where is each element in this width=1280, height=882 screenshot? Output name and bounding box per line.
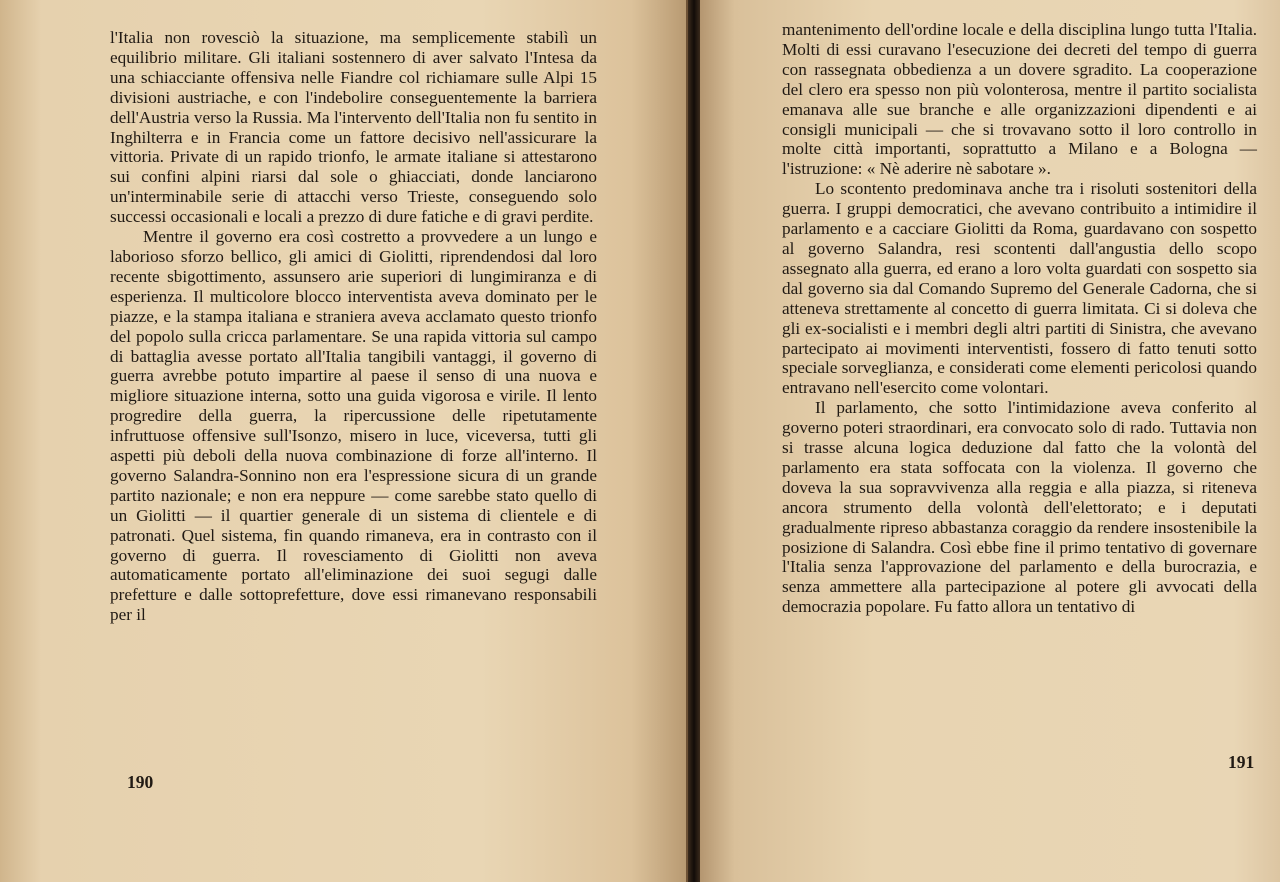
- paragraph: Lo scontento predominava anche tra i risoluti sostenitori della guerra. I gruppi democratici, che avevano contribuito a intimidire il parlamento e a cacciare Giolitti da Roma, guardavano con sospetto al governo Salandra, resi scontenti dall'angustia dello scopo assegnato alla guerra, ed erano a loro volta guardati con sospetto sia dal governo sia dal Comando Supremo del Generale Cadorna, che si atteneva strettamente al concetto di guerra limitata. Ci si doleva che gli ex-socialisti e i membri degli altri partiti di Sinistra, che avevano partecipato ai movimenti interventisti, fossero di fatto tenuti sotto speciale sorveglianza, e considerati come elementi pericolosi quando entravano nell'esercito come volontari.: [782, 179, 1257, 398]
- paragraph: l'Italia non rovesciò la situazione, ma semplicemente stabilì un equilibrio militare. Gli italiani sostennero di aver salvato l'Intesa da una schiacciante offensiva nelle Fiandre col richiamare sulle Alpi 15 divisioni austriache, e con l'indebolire conseguentemente la barriera dell'Austria verso la Russia. Ma l'intervento dell'Italia non fu sentito in Inghilterra e in Francia come un fattore decisivo nell'assicurare la vittoria. Private di un rapido trionfo, le armate italiane si attestarono sui confini alpini riarsi dal sole o ghiacciati, donde lanciarono un'interminabile serie di attacchi verso Trieste, conseguendo solo successi occasionali e locali a prezzo di dure fatiche e di gravi perdite.: [110, 28, 597, 227]
- paragraph: mantenimento dell'ordine locale e della disciplina lungo tutta l'Italia. Molti di essi curavano l'esecuzione dei decreti del tempo di guerra con rassegnata obbedienza a un dovere sgradito. La cooperazione del clero era spesso non più volonterosa, mentre il partito socialista emanava alle sue branche e alle organizzazioni dipendenti e ai consigli municipali — che si trovavano sotto il loro controllo in molte città importanti, soprattutto a Milano e a Bologna — l'istruzione: « Nè aderire nè sabotare ».: [782, 20, 1257, 179]
- book-gutter: [688, 0, 700, 882]
- left-page-text: [110, 28, 597, 625]
- page-number: 191: [1228, 752, 1255, 772]
- right-page: [700, 0, 1280, 882]
- right-page-text: [782, 20, 1257, 617]
- paragraph: Il parlamento, che sotto l'intimidazione aveva conferito al governo poteri straordinari, era convocato solo di rado. Tuttavia non si trasse alcuna logica deduzione dal fatto che la volontà del parlamento era stata soffocata con la violenza. Il governo che doveva la sua sopravvivenza alla reggia e alla piazza, si riteneva ancora strumento della volontà dell'elettorato; e i deputati gradualmente ripreso abbastanza coraggio da rendere insostenibile la posizione di Salandra. Così ebbe fine il primo tentativo di governare l'Italia senza l'approvazione del parlamento e della burocrazia, e senza ammettere alla partecipazione al potere gli avvocati della democrazia popolare. Fu fatto allora un tentativo di: [782, 398, 1257, 617]
- paragraph: Mentre il governo era così costretto a provvedere a un lungo e laborioso sforzo bellico, gli amici di Giolitti, riprendendosi dal loro recente sbigottimento, assunsero arie superiori di lungimiranza e di esperienza. Il multicolore blocco interventista aveva dominato per le piazze, e la stampa italiana e straniera aveva acclamato questo trionfo del popolo sulla cricca parlamentare. Se una rapida vittoria sul campo di battaglia avesse portato all'Italia tangibili vantaggi, il governo di guerra avrebbe potuto impartire al paese il senso di una nuova e migliore situazione interna, sotto una guida vigorosa e virile. Il lento progredire della guerra, la ripercussione delle ripetutamente infruttuose offensive sull'Isonzo, misero in luce, viceversa, tutti gli aspetti più deboli della nuova combinazione di forze all'interno. Il governo Salandra-Sonnino non era l'espressione sicura di un grande partito nazionale; e non era neppure — come sarebbe stato quello di un Giolitti — il quartier generale di un sistema di clientele e di patronati. Quel sistema, fin quando rimaneva, era in contrasto con il governo di guerra. Il rovesciamento di Giolitti non aveva automaticamente portato all'eliminazione dei suoi segugi dalle prefetture e dalle sottoprefetture, dove essi rimanevano responsabili per il: [110, 227, 597, 625]
- page-number: 190: [127, 772, 154, 792]
